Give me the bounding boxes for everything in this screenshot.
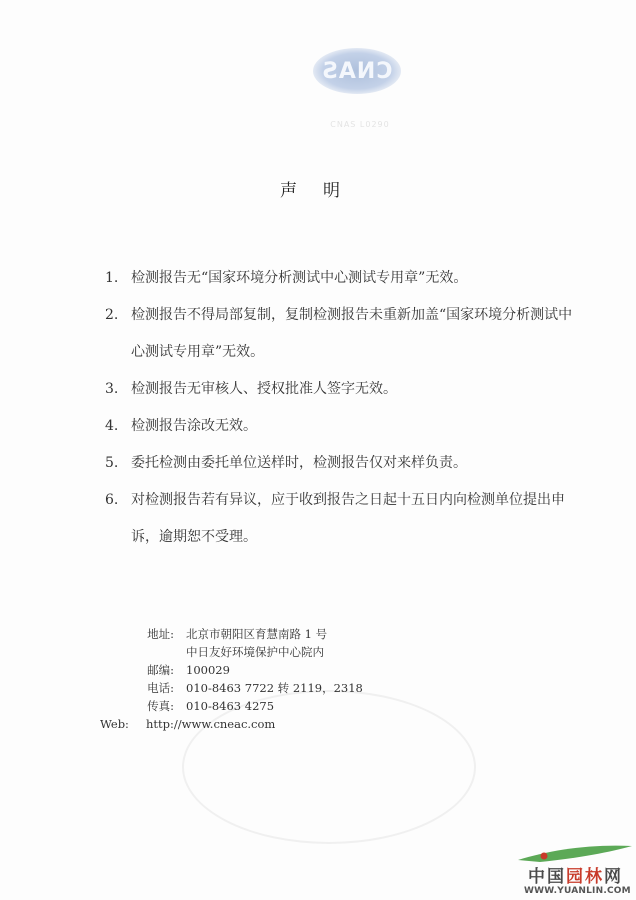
statement-item xyxy=(105,408,585,445)
cnas-logo xyxy=(313,48,401,94)
page-title: 声明 xyxy=(280,181,366,201)
fax-row xyxy=(128,697,428,715)
contact-block xyxy=(100,625,428,733)
watermark-site-name-2: 园林 xyxy=(566,867,604,887)
postcode-label: 邮编: xyxy=(147,663,174,677)
fax-value: 010-8463 4275 xyxy=(186,699,275,713)
statement-number: 1. xyxy=(105,270,119,286)
statement-item xyxy=(105,482,585,556)
fax-label: 传真: xyxy=(147,699,174,713)
phone-label: 电话: xyxy=(147,681,174,695)
watermark-url: WWW.YUANLIN.COM xyxy=(524,886,631,896)
address-line-2: 中日友好环境保护中心院内 xyxy=(186,645,324,659)
cnas-logo-text: CNAS xyxy=(321,58,393,84)
statement-text: 检测报告不得局部复制，复制检测报告未重新加盖“国家环境分析测试中心测试专用章”无效。 xyxy=(131,307,573,360)
statement-item xyxy=(105,371,585,408)
web-row xyxy=(100,715,428,733)
statement-item xyxy=(105,297,585,371)
statement-text: 检测报告无“国家环境分析测试中心测试专用章”无效。 xyxy=(131,270,468,286)
watermark-leaf-icon xyxy=(510,840,636,864)
statement-number: 6. xyxy=(105,492,119,508)
statement-text: 检测报告无审核人、授权批准人签字无效。 xyxy=(131,381,397,397)
statement-number: 3. xyxy=(105,381,119,397)
web-label: Web: xyxy=(100,717,129,731)
cnas-logo-caption: CNAS L0290 xyxy=(330,120,390,129)
web-value: http://www.cneac.com xyxy=(146,717,276,731)
watermark-logo xyxy=(510,840,636,900)
address-row-2 xyxy=(128,643,428,661)
statement-list xyxy=(105,260,585,556)
address-row xyxy=(128,625,428,643)
phone-row xyxy=(128,679,428,697)
statement-number: 2. xyxy=(105,307,119,323)
postcode-value: 100029 xyxy=(186,663,230,677)
address-line-1: 北京市朝阳区育慧南路 1 号 xyxy=(186,627,328,641)
phone-value: 010-8463 7722 转 2119，2318 xyxy=(186,681,363,695)
statement-text: 对检测报告若有异议，应于收到报告之日起十五日内向检测单位提出申诉，逾期恕不受理。 xyxy=(131,492,565,545)
statement-text: 委托检测由委托单位送样时，检测报告仅对来样负责。 xyxy=(131,455,467,471)
statement-item xyxy=(105,260,585,297)
statement-text: 检测报告涂改无效。 xyxy=(131,418,257,434)
watermark-site-name-3: 网 xyxy=(604,867,623,887)
statement-item xyxy=(105,445,585,482)
postcode-row xyxy=(128,661,428,679)
address-label: 地址: xyxy=(147,627,174,641)
statement-number: 4. xyxy=(105,418,119,434)
statement-number: 5. xyxy=(105,455,119,471)
watermark-site-name-1: 中国 xyxy=(528,867,566,887)
